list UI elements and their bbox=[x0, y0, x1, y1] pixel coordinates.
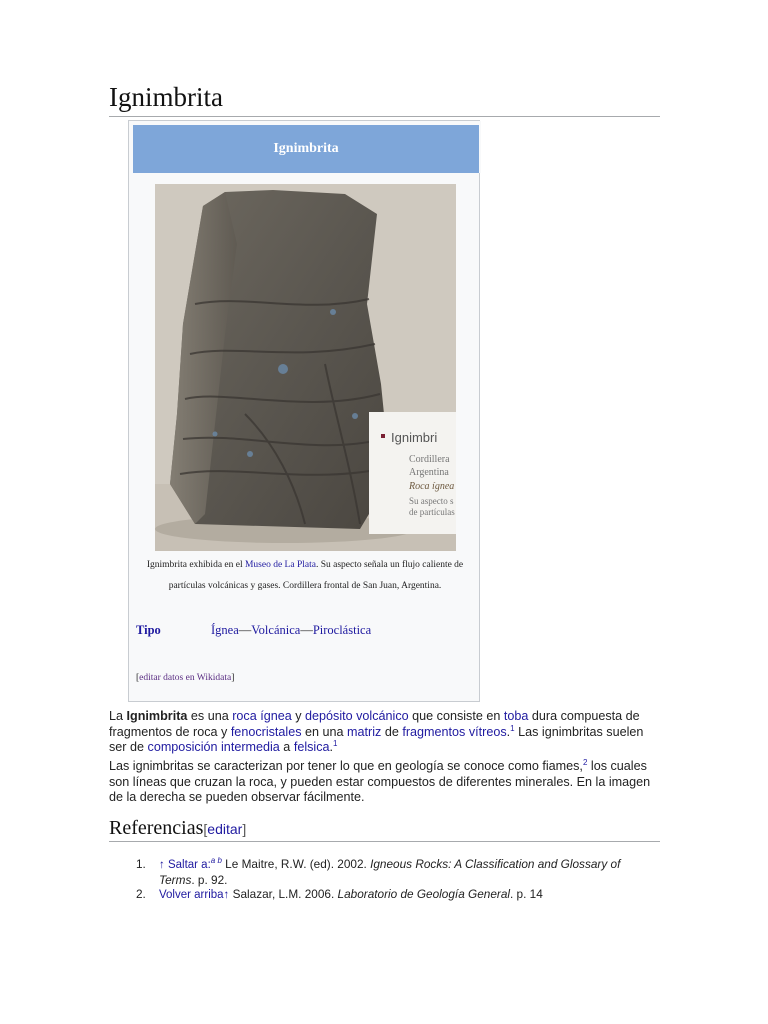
page-title: Ignimbrita bbox=[109, 82, 223, 112]
ignea-link[interactable]: Ígnea bbox=[211, 623, 239, 637]
fenocristales-link[interactable]: fenocristales bbox=[230, 724, 302, 739]
roca-ignea-link[interactable]: roca ígnea bbox=[232, 709, 292, 723]
composicion-intermedia-link[interactable]: composición intermedia bbox=[147, 740, 280, 754]
rock-photo[interactable] bbox=[155, 184, 456, 551]
fragmentos-vitreos-link[interactable]: fragmentos vítreos bbox=[402, 724, 507, 739]
ref-1-sup-second[interactable]: 1 bbox=[333, 738, 338, 748]
tipo-value: Ígnea—Volcánica—Piroclástica bbox=[211, 623, 372, 637]
ref-1-sup[interactable]: 1 bbox=[510, 723, 515, 733]
tipo-label: Tipo bbox=[136, 623, 161, 637]
citation-backlinks[interactable]: a b bbox=[210, 856, 222, 866]
museum-card-line1: Cordillera bbox=[409, 454, 450, 465]
references-heading: Referencias[editar] bbox=[109, 817, 247, 839]
infobox bbox=[128, 120, 480, 702]
reference-item: 2. Volver arriba↑ Salazar, L.M. 2006. Laboratorio de Geología General. p. 14 bbox=[136, 887, 543, 901]
matriz-link[interactable]: matriz bbox=[347, 724, 382, 739]
title-divider bbox=[109, 116, 660, 117]
museum-card-line4: Su aspecto s bbox=[409, 496, 454, 506]
edit-section-link[interactable]: editar bbox=[207, 821, 243, 837]
jump-to-citation-link[interactable]: ↑ Saltar a: bbox=[159, 859, 211, 871]
volcanica-link[interactable]: Volcánica bbox=[251, 623, 301, 637]
image-caption: Ignimbrita exhibida en el Museo de La Plata. Su aspecto señala un flujo caliente de partículas volcánicas y gases. Cordillera frontal de San Juan, Argentina. bbox=[146, 560, 464, 591]
museum-card-line2: Argentina bbox=[409, 467, 449, 478]
wikidata-edit: [editar datos en Wikidata] bbox=[136, 673, 235, 683]
edit-wikidata-link[interactable]: editar datos en Wikidata bbox=[139, 673, 232, 683]
museo-de-la-plata-link[interactable]: Museo de La Plata bbox=[244, 560, 316, 570]
intro-paragraph: La Ignimbrita es una roca ígnea y depósito volcánico que consiste en toba dura compuesta de fragmentos de roca y fenocristales en una matriz de fragmentos vítreos.$^1$ Las ignimbritas suelen ser de composición intermedia a felsica.$^1$ bbox=[109, 709, 644, 754]
museum-card-line5: de partículas bbox=[409, 507, 455, 517]
term-bold: Ignimbrita bbox=[126, 709, 188, 723]
felsica-link[interactable]: felsica bbox=[293, 740, 330, 754]
ref-2-sup[interactable]: 2 bbox=[582, 757, 588, 767]
deposito-volcanico-link[interactable]: depósito volcánico bbox=[305, 709, 409, 723]
back-up-link[interactable]: Volver arriba↑ bbox=[159, 889, 230, 901]
piroclastica-link[interactable]: Piroclástica bbox=[312, 623, 372, 637]
reference-item: 1. ↑ Saltar a:$^{a b}$ Le Maitre, R.W. (ed). 2002. Igneous Rocks: A Classification and Glossary of Terms. p. 92. bbox=[136, 856, 621, 887]
references-list bbox=[136, 857, 656, 903]
infobox-header: Ignimbrita bbox=[133, 125, 479, 173]
toba-link[interactable]: toba bbox=[503, 709, 529, 723]
museum-card-title: Ignimbri bbox=[391, 430, 438, 445]
references-divider bbox=[109, 841, 660, 842]
museum-card-line3: Roca ígnea bbox=[409, 481, 455, 492]
fiames-paragraph: Las ignimbritas se caracterizan por tener lo que en geología se conoce como fiames,$^2$ los cuales son líneas que cruzan la roca, y pueden estar compuestos de diferentes minerales. En la imagen de la derecha se pueden observar fácilmente. bbox=[109, 757, 651, 804]
infobox-header-edge bbox=[479, 121, 481, 173]
